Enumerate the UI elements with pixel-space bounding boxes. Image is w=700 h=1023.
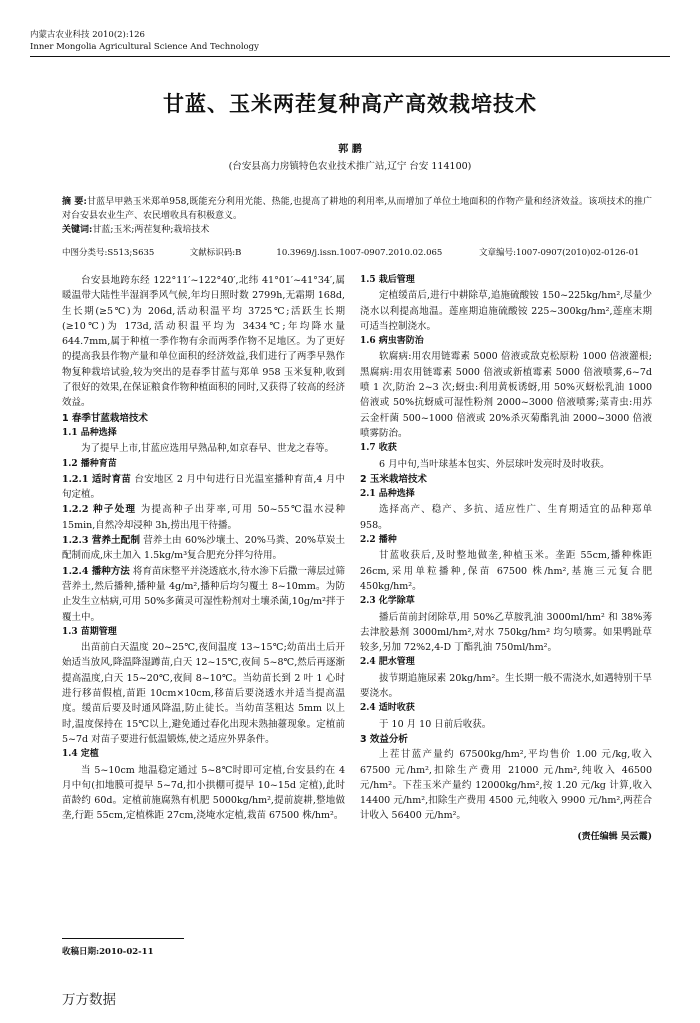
subsection-heading: 1.1 品种选择 <box>62 427 117 438</box>
body-paragraph: 播后苗前封闭除草,用 50%乙草胺乳油 3000ml/hm² 和 38%莠去津胶悬剂 3000ml/hm²,对水 750kg/hm² 均匀喷雾。如果鸭趾草较多,另加 72%2,4-D 丁酯乳油 750ml/hm²。 <box>360 611 652 654</box>
section-heading: 3 效益分析 <box>360 733 408 745</box>
subsection-heading: 2.3 化学除草 <box>360 596 415 607</box>
subsection-paragraph <box>62 502 345 533</box>
body-paragraph: 当 5~10cm 地温稳定通过 5~8℃时即可定植,台安县约在 4 月中旬(扣地膜可提早 5~7d,扣小拱棚可提早 10~15d 定植),此时苗龄约 60d。定植前施腐熟有机肥 5000kg/hm²,提前旋耕,整地做垄,行距 55cm,定植株距 27cm,浇埯水定植,栽苗 67500 株/hm²。 <box>62 764 345 822</box>
subsection-text: 营养土由 60%沙壤土、20%马粪、20%草炭土配制而成,床土加入 1.5kg/m³复合肥充分拌匀待用。 <box>62 535 345 562</box>
doi: 10.3969/j.issn.1007-0907.2010.02.065 <box>276 248 443 258</box>
subsection-heading: 1.5 栽后管理 <box>360 275 415 285</box>
body-paragraph: 6 月中旬,当叶球基本包实、外层球叶发亮时及时收获。 <box>379 458 610 470</box>
body-paragraph: 选择高产、稳产、多抗、适应性广、生育期适宜的品种郑单 958。 <box>360 504 652 531</box>
abstract-label: 摘 要: <box>62 197 87 207</box>
body-paragraph: 软腐病:用农用链霉素 5000 倍液或敌克松原粉 1000 倍液灌根;黑腐病:用农用链霉素 5000 倍液或新植霉素 5000 倍液喷雾,6~7d 喷 1 次,防治 2~3 次;蚜虫:利用黄板诱蚜,用 50%灭蚜松乳油 1000 倍液或 50%抗蚜威可湿性粉剂 2000~3000 倍液喷雾;菜青虫:用苏云金杆菌 500~1000 倍液或 20%杀灭菊酯乳油 2000~3000 倍液喷雾防治。 <box>360 351 652 439</box>
body-paragraph: 拔节期追施尿素 20kg/hm²。生长期一般不需浇水,如遇特别干旱要浇水。 <box>360 672 652 700</box>
subsection-heading: 1.4 定植 <box>62 749 99 760</box>
subsection-heading: 1.2 播种育苗 <box>62 458 117 469</box>
subsection-heading: 2.1 品种选择 <box>360 489 415 500</box>
body-paragraph: 上茬甘蓝产量约 67500kg/hm²,平均售价 1.00 元/kg,收入 67500 元/hm²,扣除生产费用 21000 元/hm²,纯收入 46500 元/hm²。下茬玉米产量约 12000kg/hm²,按 1.20 元/kg 计算,收入 14400 元/hm²,扣除生产费用 4500 元,纯收入 9900 元/hm²,两茬合计收入 56400 元/hm²。 <box>360 749 652 822</box>
journal-name-english: Inner Mongolia Agricultural Science And Technology <box>30 42 259 52</box>
classification-line <box>62 246 662 258</box>
subsection-heading: 2.4 适时收获 <box>360 703 415 714</box>
article-number: 文章编号:1007-0907(2010)02-0126-01 <box>479 248 640 258</box>
responsible-editor: (责任编辑 吴云霞) <box>577 831 652 842</box>
body-paragraph: 出苗前白天温度 20~25℃,夜间温度 13~15℃;幼苗出土后开始适当放风,降温降湿蹲苗,白天 12~15℃,夜间 5~8℃,然后再逐渐提高温度,白天 15~20℃,夜间 8~10℃。当幼苗长到 2 叶 1 心时进行移苗假植,苗距 10cm×10cm,移苗后要浇透水并适当提高温度。缓苗后要及时通风降温,防止徒长。当幼苗茎粗达 5mm 以上时,温度保持在 15℃以上,避免通过春化出现未熟抽薹现象。定植前 5~7d 对苗子要进行低温锻炼,使之适应外界条件。 <box>62 642 345 745</box>
abstract-text: 甘蓝早甲熟玉米郑单958,既能充分利用光能、热能,也提高了耕地的利用率,从而增加了单位土地面积的作物产量和经济效益。该项技术的推广对台安县农业生产、农民增收具有积极意义。 <box>62 197 653 221</box>
subsection-heading: 2.2 播种 <box>360 535 397 546</box>
author: 郭 鹏 <box>338 144 362 155</box>
subsection-text: 台安地区 2 月中旬进行日光温室播种育苗,4 月中旬定植。 <box>62 473 345 501</box>
subsection-heading: 1.2.2 种子处理 <box>62 504 137 516</box>
journal-citation: 内蒙古农业科技 2010(2):126 <box>30 30 145 40</box>
subsection-text: 为提高种子出芽率,可用 50~55℃温水浸种 15min,自然冷却浸种 3h,捞出甩干待播。 <box>62 504 345 531</box>
subsection-heading: 1.2.4 播种方法 <box>62 565 130 577</box>
subsection-heading: 1.6 病虫害防治 <box>360 336 424 347</box>
right-column <box>360 273 652 845</box>
section-heading: 2 玉米栽培技术 <box>360 473 427 485</box>
subsection-paragraph <box>62 564 345 625</box>
body-paragraph: 台安县地跨东经 122°11′~122°40′,北纬 41°01′~41°34′,属暖温带大陆性半湿润季风气候,年均日照时数 2799h,无霜期 168d,生长期(≥5℃)为 206d,活动积温平均 3725℃;活跃生长期(≥10℃)为 173d,活动积温平均为 3434℃;年均降水量 644.7mm,属于种植一季作物有余而两季作物不足地区。为了更好的提高我县作物产量和单位面积的经济效益,我们进行了两季早熟作物复种栽培试验,较为突出的是春季甘蓝与郑单 958 玉米复种,收到了很好的效果,在保证粮食作物种植面积的同时,又获得了较高的经济效益。 <box>62 275 345 409</box>
keywords-text: 甘蓝;玉米;两茬复种;栽培技术 <box>92 225 210 235</box>
clc-number: 中图分类号:S513;S635 <box>62 248 155 258</box>
body-paragraph: 于 10 月 10 日前后收获。 <box>379 718 492 730</box>
subsection-heading: 1.7 收获 <box>360 443 397 454</box>
subsection-paragraph <box>62 472 345 503</box>
keywords <box>62 223 652 237</box>
document-code: 文献标识码:B <box>189 248 242 258</box>
subsection-paragraph <box>62 533 345 564</box>
footnote-rule <box>62 938 184 939</box>
abstract <box>62 195 652 223</box>
body-paragraph: 为了提早上市,甘蓝应选用早熟品种,如京春早、世龙之春等。 <box>81 443 335 455</box>
left-column <box>62 273 345 824</box>
body-paragraph: 定植缓苗后,进行中耕除草,追施硫酸铵 150~225kg/hm²,尽量少浇水以利提高地温。莲座期追施硫酸铵 225~300kg/hm²,莲座末期可适当控制浇水。 <box>360 290 652 332</box>
subsection-heading: 1.2.1 适时育苗 <box>62 473 132 485</box>
article-title: 甘蓝、玉米两茬复种高产高效栽培技术 <box>163 92 537 116</box>
affiliation: (台安县高力房镇特色农业技术推广站,辽宁 台安 114100) <box>228 161 472 172</box>
body-paragraph: 甘蓝收获后,及时整地做垄,种植玉米。垄距 55cm,播种株距 26cm,采用单粒播种,保苗 67500 株/hm²,基施三元复合肥 450kg/hm²。 <box>360 550 652 592</box>
subsection-heading: 2.4 肥水管理 <box>360 657 415 668</box>
section-heading: 1 春季甘蓝栽培技术 <box>62 412 148 424</box>
received-date: 收稿日期:2010-02-11 <box>62 947 154 957</box>
subsection-text: 将育苗床整平并浇透底水,待水渗下后撒一薄层过筛营养土,然后播种,播种量 4g/m²,播种后均匀覆土 8~10mm。为防止发生立枯病,可用 50%多菌灵可湿性粉剂对土壤杀菌,10g/m²拌于覆土中。 <box>62 565 345 623</box>
abstract-block <box>62 195 652 237</box>
keywords-label: 关键词: <box>62 225 93 235</box>
header-rule <box>30 56 670 57</box>
wanfang-watermark: 万方数据 <box>62 992 116 1008</box>
subsection-heading: 1.3 苗期管理 <box>62 626 117 637</box>
subsection-heading: 1.2.3 营养土配制 <box>62 535 141 547</box>
